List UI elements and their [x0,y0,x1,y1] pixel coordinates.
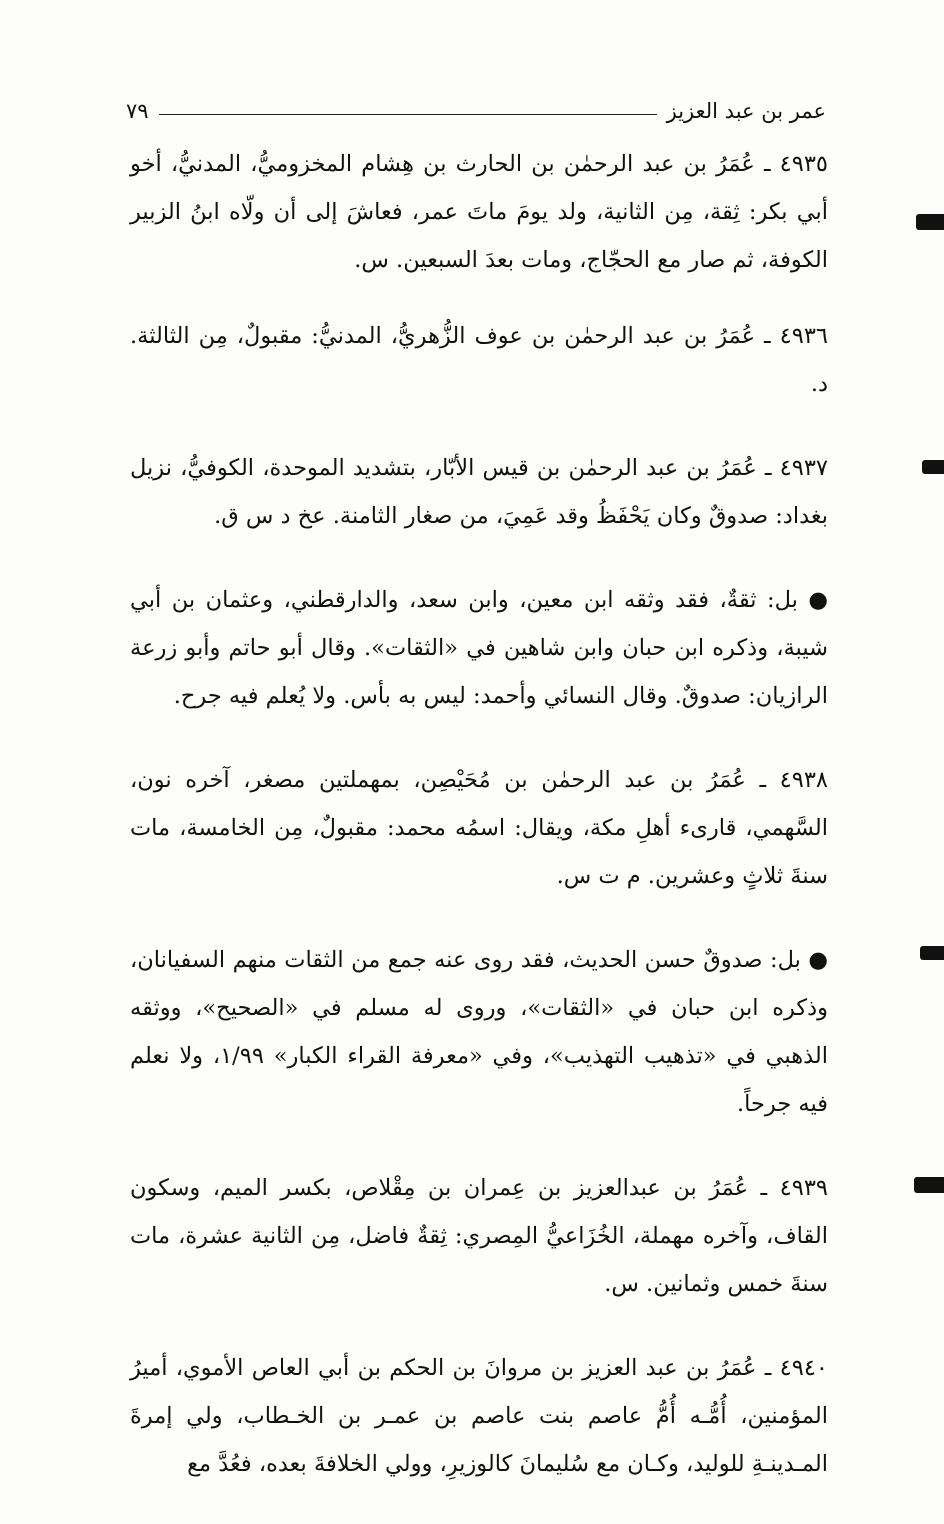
margin-thumb-mark [922,460,944,474]
page-body [130,140,828,1524]
margin-thumb-mark [914,1177,944,1193]
entry-4940: ٤٩٤٠ ـ عُمَرُ بن عبد العزيز بن مروانَ بن الحكم بن أبي العاص الأموي، أميرُ المؤمنين، أُمُّـه أُمُّ عاصم بنت عاصم بن عمـر بن الخـطاب، ولي إمرةَ المـدينـةِ للوليد، وكـان مع سُليمانَ كالوزيرِ، وولي الخلافةَ بعده، فعُدَّ مع [130,1355,828,1477]
running-title: عمر بن عبد العزيز [666,99,826,123]
entry-4935: ٤٩٣٥ ـ عُمَرُ بن عبد الرحمٰن بن الحارث بن هِشام المخزوميُّ، المدنيُّ، أخو أبي بكر: ثِقة، مِن الثانية، ولد يومَ ماتَ عمر، فعاشَ إلى أن ولّاه ابنُ الزبير الكوفة، ثم صار مع الحجّاج، ومات بعدَ السبعين. س. [130,151,828,273]
entry-4939: ٤٩٣٩ ـ عُمَرُ بن عبدالعزيز بن عِمران بن مِقْلاص، بكسر الميم، وسكون القاف، وآخره مهملة، الخُزَاعيُّ المِصري: ثِقةٌ فاضل، مِن الثانية عشرة، مات سنةَ خمس وثمانين. س. [130,1175,828,1297]
entry-4938: ٤٩٣٨ ـ عُمَرُ بن عبد الرحمٰن بن مُحَيْصِن، بمهملتين مصغر، آخره نون، السَّهمي، قارىء أهلِ مكة، ويقال: اسمُه محمد: مقبولٌ، مِن الخامسة، مات سنةَ ثلاثٍ وعشرين. م ت س. [130,767,828,889]
entry-4937: ٤٩٣٧ ـ عُمَرُ بن عبد الرحمٰن بن قيس الأبّار، بتشديد الموحدة، الكوفيُّ، نزيل بغداد: صدوقٌ وكان يَحْفَظُ وقد عَمِيَ، من صغار الثامنة. عخ د س ق. [130,455,828,529]
header-rule [159,114,657,115]
page-number: ٧٩ [126,99,149,123]
margin-thumb-mark [920,946,944,960]
entry-4936: ٤٩٣٦ ـ عُمَرُ بن عبد الرحمٰن بن عوف الزُّهريُّ، المدنيُّ: مقبولٌ، مِن الثالثة. د. [130,323,828,397]
margin-thumb-mark [916,214,944,230]
commentary-4938: ● بل: صدوقٌ حسن الحديث، فقد روى عنه جمع من الثقات منهم السفيانان، وذكره ابن حبان في «الثقات»، وروى له مسلم في «الصحيح»، ووثقه الذهبي في «تذهيب التهذيب»، وفي «معرفة القراء الكبار» ١/٩٩، ولا نعلم فيه جرحاً. [130,947,828,1117]
page-header [126,96,826,126]
commentary-4937: ● بل: ثقةٌ، فقد وثقه ابن معين، وابن سعد، والدارقطني، وعثمان بن أبي شيبة، وذكره ابن حبان وابن شاهين في «الثقات». وقال أبو حاتم وأبو زرعة الرازيان: صدوقٌ. وقال النسائي وأحمد: ليس به بأس. ولا يُعلم فيه جرح. [130,587,828,709]
